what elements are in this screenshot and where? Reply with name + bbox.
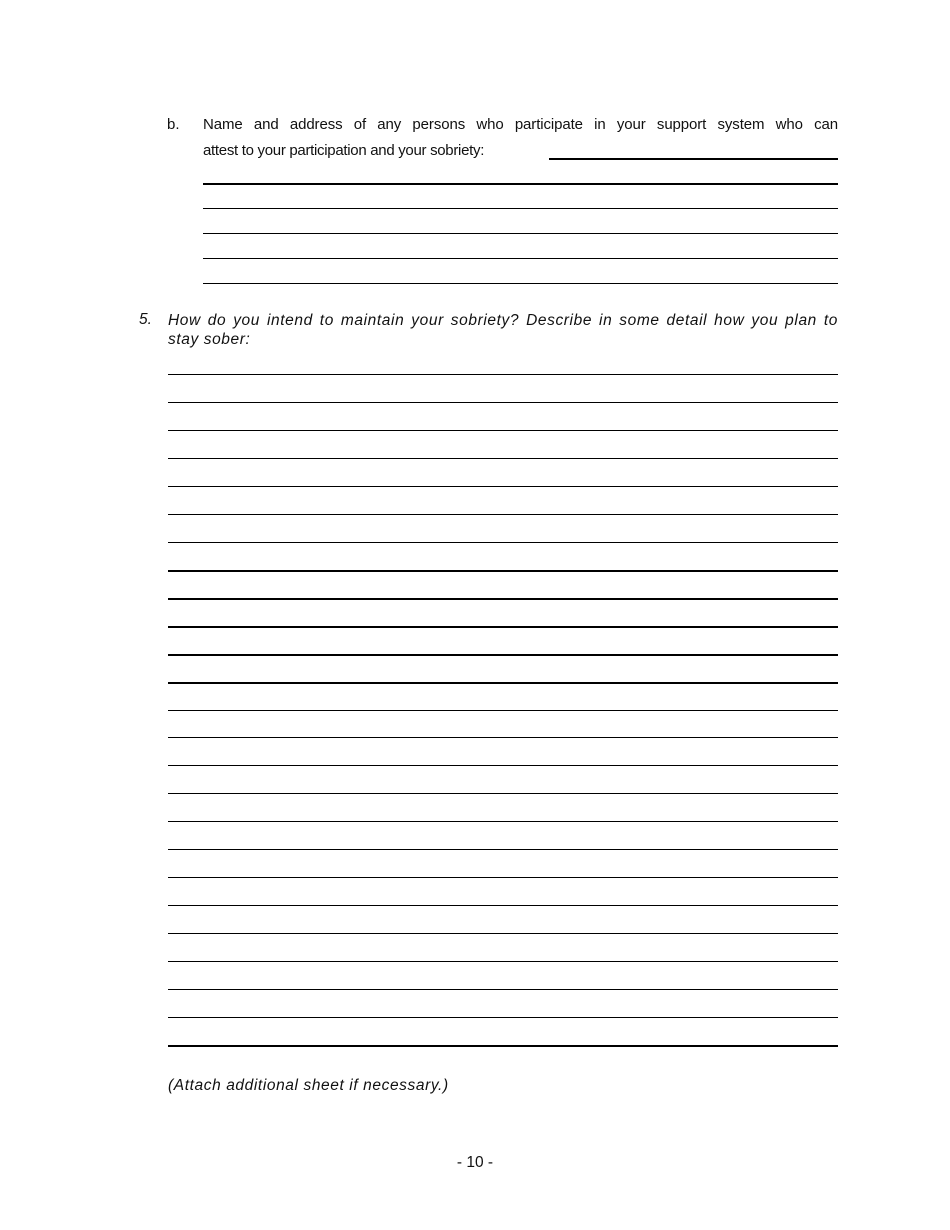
page-number: - 10 - [456,1154,494,1171]
answer-line[interactable] [203,208,838,209]
answer-line[interactable] [168,737,838,738]
answer-line[interactable] [168,458,838,459]
item-b-label: b. [167,116,180,133]
answer-line[interactable] [168,654,838,656]
answer-line[interactable] [168,402,838,403]
answer-line[interactable] [168,626,838,628]
answer-line[interactable] [168,570,838,572]
answer-line[interactable] [168,682,838,684]
answer-line[interactable] [168,542,838,543]
answer-line[interactable] [203,283,838,284]
answer-line[interactable] [168,486,838,487]
answer-line[interactable] [168,1017,838,1018]
question-5-number: 5. [139,311,152,328]
answer-line[interactable] [168,905,838,906]
answer-line[interactable] [203,258,838,259]
answer-line[interactable] [168,849,838,850]
question-5-prompt: How do you intend to maintain your sobriety? Describe in some detail how you plan to stay sober: [168,312,838,348]
answer-line[interactable] [168,821,838,822]
attach-sheet-note: (Attach additional sheet if necessary.) [168,1077,449,1094]
answer-line[interactable] [203,233,838,234]
answer-line[interactable] [203,183,838,185]
answer-line[interactable] [168,598,838,600]
answer-line[interactable] [168,430,838,431]
item-b-prompt-line1: Name and address of any persons who participate in your support system who can [203,116,838,133]
answer-line[interactable] [168,933,838,934]
answer-line[interactable] [168,877,838,878]
answer-line[interactable] [168,514,838,515]
answer-line[interactable] [168,765,838,766]
answer-line[interactable] [168,374,838,375]
answer-line[interactable] [168,989,838,990]
answer-line[interactable] [168,961,838,962]
answer-line[interactable] [549,158,838,160]
answer-line[interactable] [168,793,838,794]
answer-line[interactable] [168,1045,838,1047]
answer-line[interactable] [168,710,838,711]
item-b-prompt-line2: attest to your participation and your sobriety: [203,142,485,159]
